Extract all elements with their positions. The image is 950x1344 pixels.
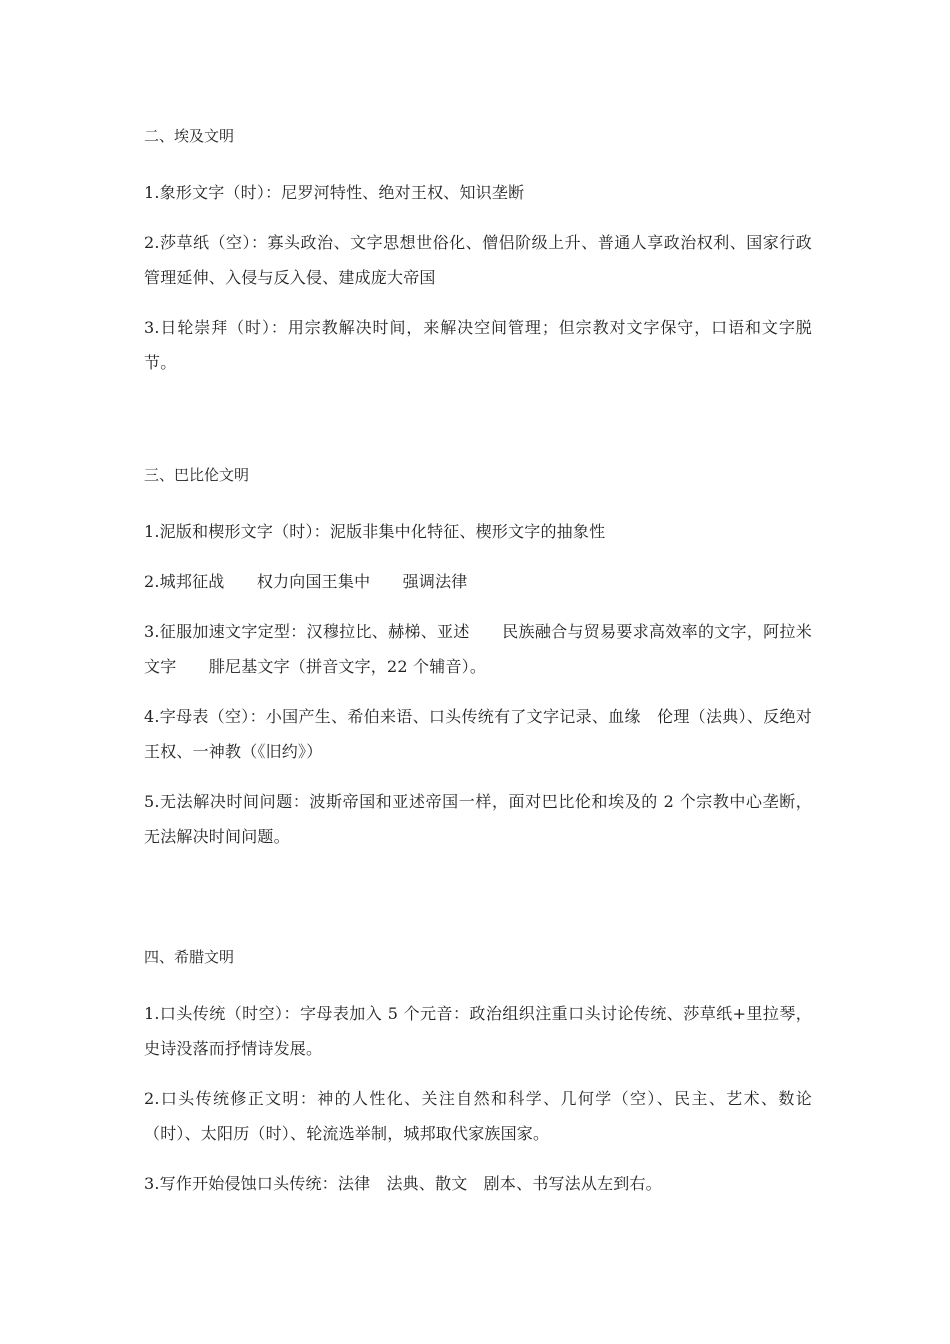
list-item: 1.象形文字（时）：尼罗河特性、绝对王权、知识垄断 (144, 183, 525, 202)
list-item: 1.口头传统（时空）：字母表加入 5 个元音：政治组织注重口头讨论传统、莎草纸+里拉琴，史诗没落而抒情诗发展。 (144, 1004, 812, 1058)
list-item: 3.征服加速文字定型：汉穆拉比、赫梯、亚述 民族融合与贸易要求高效率的文字，阿拉米文字 腓尼基文字（拼音文字，22 个辅音）。 (144, 622, 812, 676)
section-greece (144, 947, 812, 1201)
list-item: 2.口头传统修正文明：神的人性化、关注自然和科学、几何学（空）、民主、艺术、数论（时）、太阳历（时）、轮流选举制，城邦取代家族国家。 (144, 1089, 812, 1143)
list-item: 2.莎草纸（空）：寡头政治、文字思想世俗化、僧侣阶级上升、普通人享政治权利、国家行政管理延伸、入侵与反入侵、建成庞大帝国 (144, 233, 812, 287)
list-item: 3.日轮崇拜（时）：用宗教解决时间，来解决空间管理；但宗教对文字保守，口语和文字脱节。 (144, 318, 812, 372)
section-heading: 二、埃及文明 (144, 127, 235, 145)
list-item: 3.写作开始侵蚀口头传统：法律 法典、散文 剧本、书写法从左到右。 (144, 1174, 662, 1193)
list-item: 1.泥版和楔形文字（时）：泥版非集中化特征、楔形文字的抽象性 (144, 522, 606, 541)
list-item: 2.城邦征战 权力向国王集中 强调法律 (144, 572, 468, 591)
section-babylon (144, 465, 812, 854)
section-heading: 四、希腊文明 (144, 948, 235, 966)
section-heading: 三、巴比伦文明 (144, 466, 250, 484)
section-egypt (144, 126, 812, 380)
list-item: 5.无法解决时间问题：波斯帝国和亚述帝国一样，面对巴比伦和埃及的 2 个宗教中心垄断，无法解决时间问题。 (144, 792, 812, 846)
list-item: 4.字母表（空）：小国产生、希伯来语、口头传统有了文字记录、血缘 伦理（法典）、反绝对王权、一神教（《旧约》） (144, 707, 812, 761)
